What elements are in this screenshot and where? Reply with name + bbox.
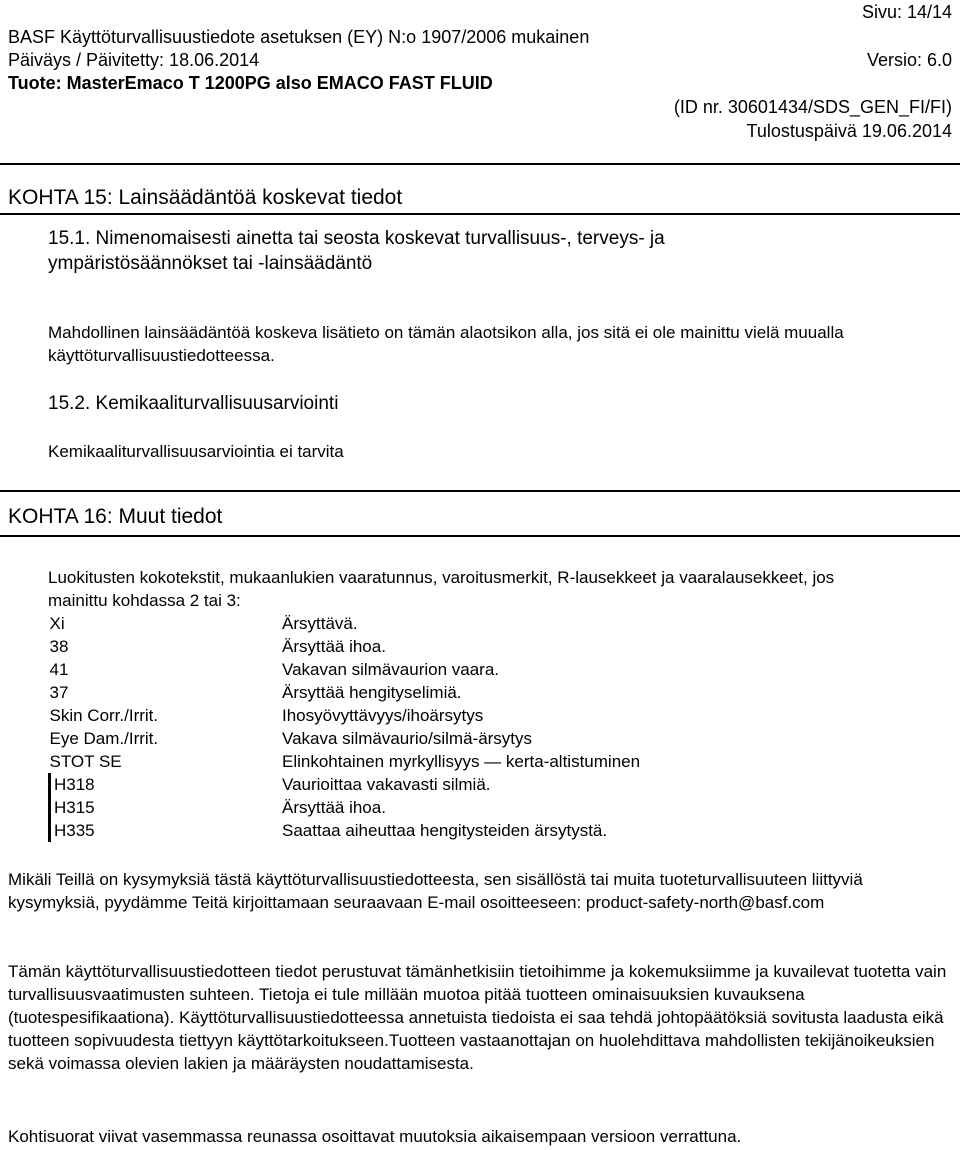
section-16-divider [0, 535, 960, 537]
section-16-top-divider [0, 490, 960, 492]
table-row [50, 727, 847, 750]
table-row [50, 704, 847, 727]
classification-text: Vaurioittaa vakavasti silmiä. [282, 775, 491, 794]
table-row [50, 658, 847, 681]
change-bar-footnote: Kohtisuorat viivat vasemmassa reunassa osoittavat muutoksia aikaisempaan versioon verrattuna. [8, 1127, 742, 1146]
section-15-1-title: 15.1. Nimenomaisesti ainetta tai seosta koskevat turvallisuus-, terveys- ja ympäristösäännökset tai -lainsäädäntö [48, 228, 665, 274]
classification-code-changed: H335 [50, 819, 283, 842]
header-divider [0, 163, 960, 165]
revision-date: Päiväys / Päivitetty: 18.06.2014 [8, 50, 260, 70]
document-id: (ID nr. 30601434/SDS_GEN_FI/FI) [673, 97, 952, 117]
table-row [50, 773, 847, 796]
document-title: BASF Käyttöturvallisuustiedote asetuksen (EY) N:o 1907/2006 mukainen [8, 27, 590, 47]
section-16-title: KOHTA 16: Muut tiedot [8, 505, 223, 528]
section-15-1-text: Mahdollinen lainsäädäntöä koskeva lisätieto on tämän alaotsikon alla, jos sitä ei ole mainittu vielä muualla käyttöturvallisuustiedotteessa. [48, 323, 844, 365]
classification-code: 38 [49, 637, 69, 656]
classification-text: Saattaa aiheuttaa hengitysteiden ärsytystä. [282, 821, 608, 840]
section-16-intro: Luokitusten kokotekstit, mukaanlukien vaaratunnus, varoitusmerkit, R-lausekkeet ja vaaralausekkeet, jos mainittu kohdassa 2 tai 3: [48, 568, 835, 610]
classification-text: Ärsyttävä. [282, 614, 358, 633]
classification-text: Vakavan silmävaurion vaara. [282, 660, 500, 679]
contact-text: Mikäli Teillä on kysymyksiä tästä käyttöturvallisuustiedotteesta, sen sisällöstä tai muita tuoteturvallisuuteen liittyviä kysymyksiä, pyydämme Teitä kirjoittamaan seuraavaan E-mail osoitteeseen: product-safety-north@basf.com [8, 870, 863, 912]
table-row [50, 750, 847, 773]
section-15-divider [0, 213, 960, 215]
classification-table [48, 612, 848, 842]
disclaimer-text: Tämän käyttöturvallisuustiedotteen tiedot perustuvat tämänhetkisiin tietoihimme ja kokemuksiimme ja kuvailevat tuotetta vain turvallisuusvaatimusten suhteen. Tietoja ei tule millään muotoa pitää tuotteen ominaisuuksien kuvauksena (tuotespesifikaationa). Käyttöturvallisuustiedotteessa annetuista tiedoista ei saa tehdä johtopäätöksiä sovitusta laadusta eikä tuotteen sopivuudesta tiettyyn käyttötarkoitukseen.Tuotteen vastaanottajan on huolehdittava mahdollisten tekijänoikeuksien sekä voimassa olevien lakien ja määräysten noudattamisesta. [8, 962, 947, 1073]
version: Versio: 6.0 [866, 50, 952, 70]
table-row [50, 796, 847, 819]
table-row [50, 612, 847, 635]
table-row [50, 819, 847, 842]
classification-code-changed: H315 [50, 796, 283, 819]
classification-code: Skin Corr./Irrit. [49, 706, 159, 725]
classification-text: Vakava silmävaurio/silmä-ärsytys [282, 729, 533, 748]
page-number: Sivu: 14/14 [861, 2, 952, 22]
classification-code: Eye Dam./Irrit. [49, 729, 159, 748]
classification-code: 37 [49, 683, 69, 702]
print-date: Tulostuspäivä 19.06.2014 [746, 121, 952, 141]
classification-code-changed: H318 [50, 773, 283, 796]
classification-code: 41 [49, 660, 69, 679]
classification-text: Elinkohtainen myrkyllisyys — kerta-altistuminen [282, 752, 641, 771]
table-row [50, 681, 847, 704]
table-row [50, 635, 847, 658]
classification-code: Xi [49, 614, 65, 633]
section-15-title: KOHTA 15: Lainsäädäntöä koskevat tiedot [8, 186, 403, 209]
section-15-2-title: 15.2. Kemikaaliturvallisuusarviointi [48, 393, 339, 414]
section-15-2-text: Kemikaaliturvallisuusarviointia ei tarvita [48, 442, 344, 461]
product-name: Tuote: MasterEmaco T 1200PG also EMACO FAST FLUID [8, 73, 493, 93]
classification-text: Ärsyttää hengityselimiä. [282, 683, 462, 702]
classification-text: Ärsyttää ihoa. [282, 637, 386, 656]
classification-text: Ihosyövyttävyys/ihoärsytys [282, 706, 484, 725]
classification-code: STOT SE [49, 752, 122, 771]
classification-text: Ärsyttää ihoa. [282, 798, 386, 817]
